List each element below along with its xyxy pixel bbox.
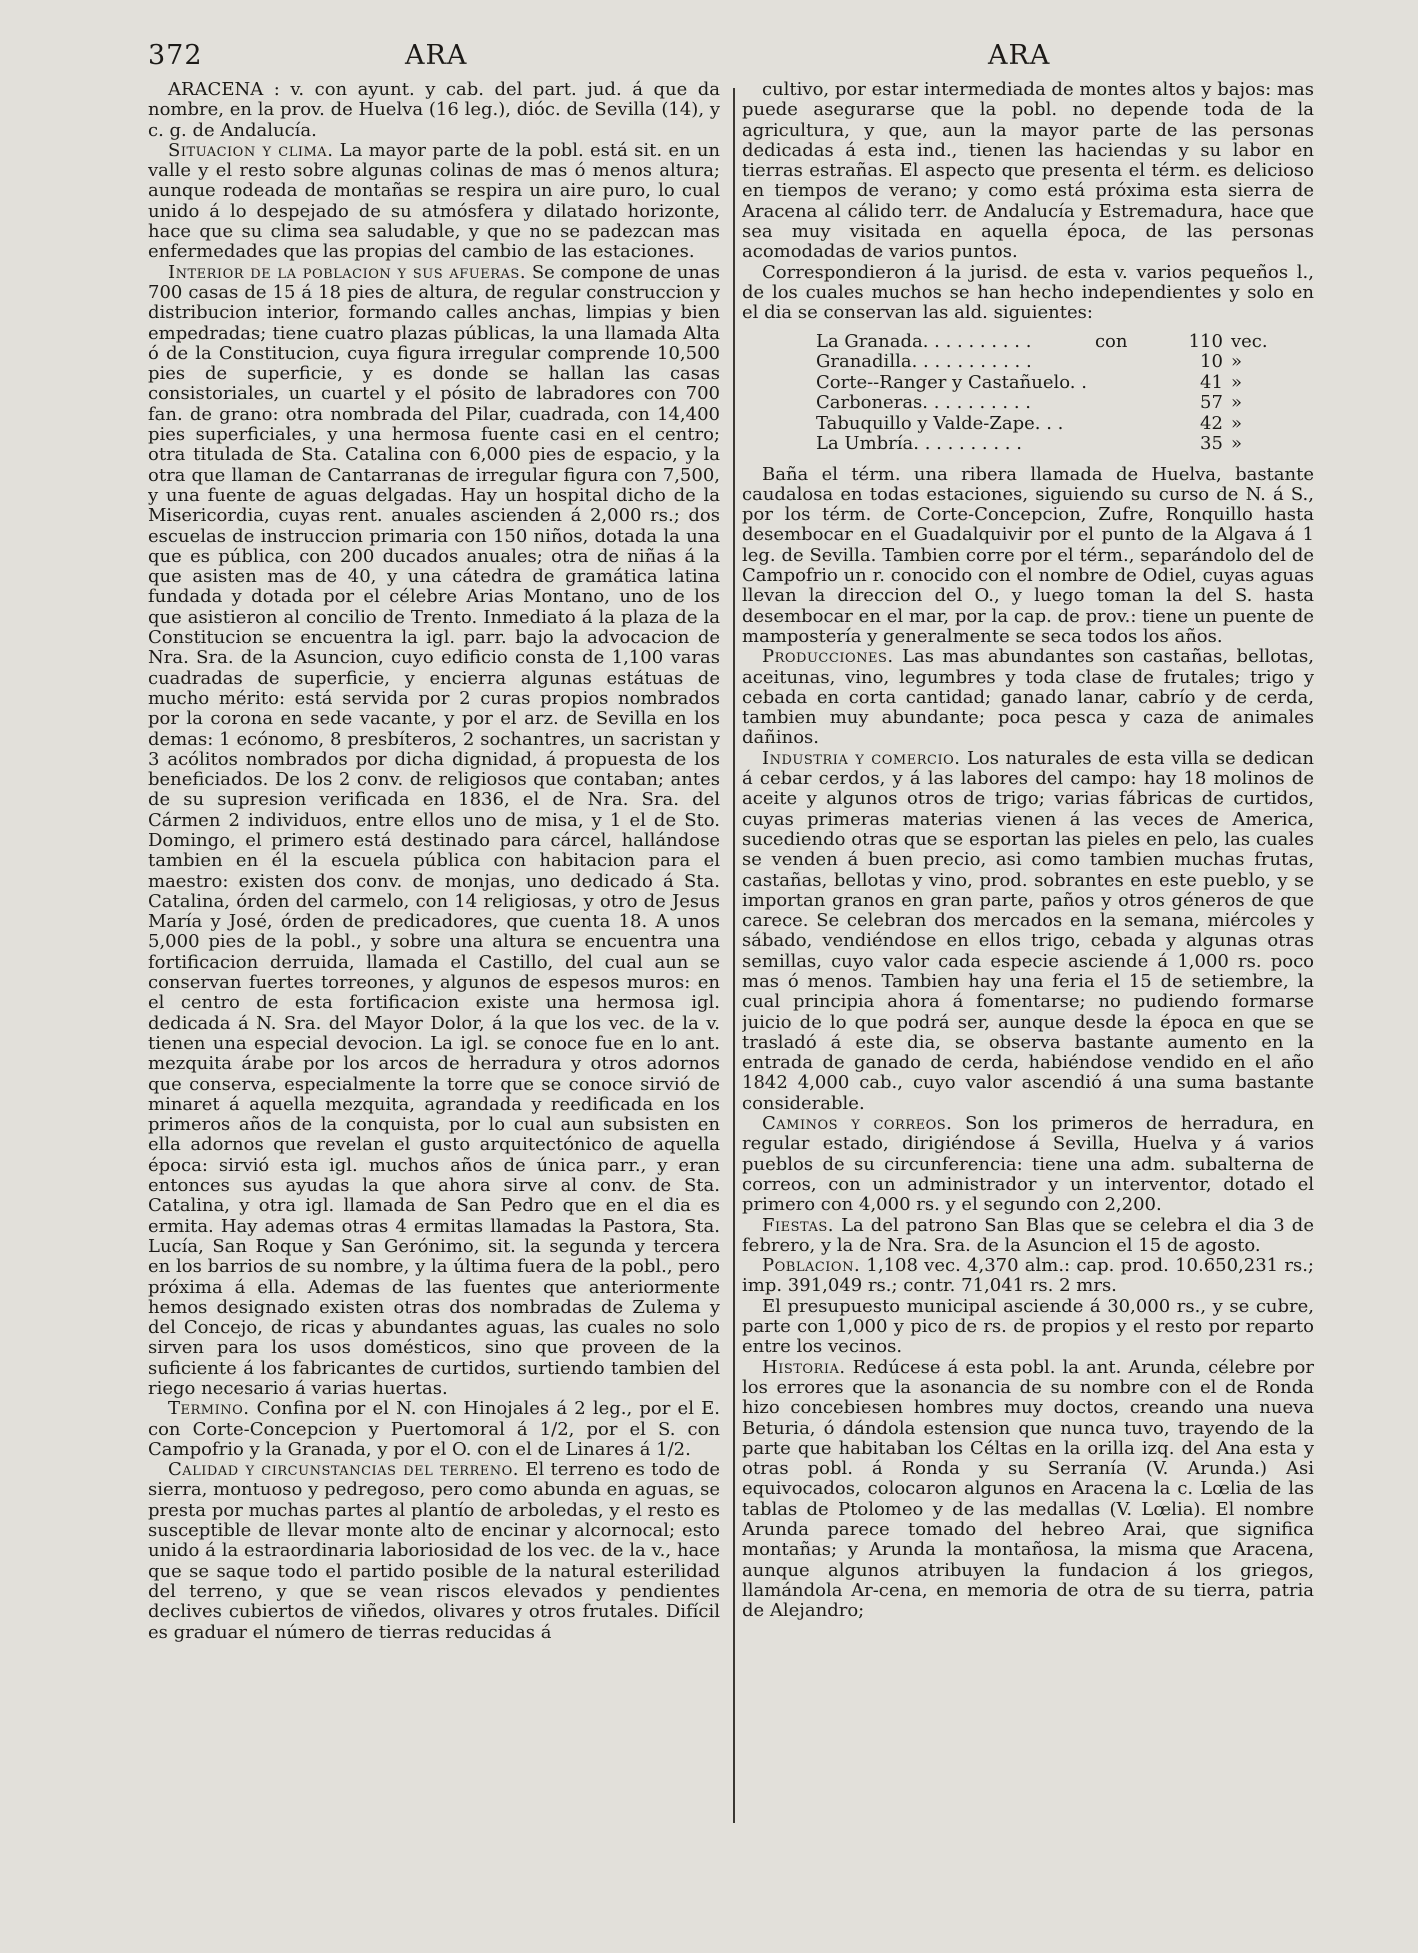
paragraph bbox=[148, 263, 720, 1400]
column-divider bbox=[733, 88, 735, 1823]
section-lead: Industria y comercio. bbox=[762, 747, 961, 769]
village-row bbox=[812, 434, 1275, 455]
village-unit: » bbox=[1230, 433, 1242, 455]
village-count: 42 bbox=[1200, 412, 1223, 434]
paragraph-text: Correspondieron á la jurisd. de esta v. varios pequeños l., de los cuales muchos se han hecho independientes y solo en el dia se conservan las ald. siguientes: bbox=[742, 261, 1314, 324]
section-lead: Situacion y clima. bbox=[168, 139, 334, 161]
village-unit: » bbox=[1230, 371, 1242, 393]
paragraph-text: Se compone de unas 700 casas de 15 á 18 pies de altura, de regular construccion y distribucion interior, formando calles anchas, limpias y bien empedradas; tiene cuatro plazas públicas, la una llamada Alta ó de la Constitucion, cuya figura irregular comprende 10,500 pies de superficie, y es donde se hallan las casas consistoriales, un cuartel y el pósito de labradores con 700 fan. de grano: otra nombrada del Pilar, cuadrada, con 14,400 pies superficiales, y una hermosa fuente casi en el centro; otra titulada de Sta. Catalina con 6,000 pies de espacio, y la otra que llaman de Cantarranas de irregular figura con 7,500, y una fuente de aguas delgadas. Hay un hospital dicho de la Misericordia, cuyas rent. anuales ascienden á 2,000 rs.; dos escuelas de instruccion primaria con 150 niños, dotada la una que es pública, con 200 ducados anuales; otra de niñas á la que asisten mas de 40, y una cátedra de gramática latina fundada y dotada por el célebre Arias Montano, uno de los que asistieron al concilio de Trento. Inmediato á la plaza de la Constitucion se encuentra la igl. parr. bajo la advocacion de Nra. Sra. de la Asuncion, cuyo edificio consta de 1,100 varas cuadradas de superficie, y encierra algunas estátuas de mucho mérito: está servida por 2 curas propios nombrados por la corona en sede vacante, y por el arz. de Sevilla en los demas: 1 ecónomo, 8 presbíteros, 2 sochantres, un sacristan y 3 acólitos nombrados por dicha dignidad, á propuesta de los beneficiados. De los 2 conv. de religiosos que contaban; antes de su supresion verificada en 1836, el de Nra. Sra. del Cármen 2 individuos, entre ellos uno de misa, y 1 el de Sto. Domingo, el primero está destinado para cárcel, hallándose tambien en él la escuela pública con habitacion para el maestro: existen dos conv. de monjas, uno dedicado á Sta. Catalina, órden del carmelo, con 14 religiosas, y otro de Jesus María y José, órden de predicadores, que cuenta 18. A unos 5,000 pies de la pobl., y sobre una altura se encuentra una fortificacion derruida, llamada el Castillo, del cual aun se conservan fuertes torreones, y algunos de espesos muros: en el centro de esta fortificacion existe una hermosa igl. dedicada á N. Sra. del Mayor Dolor, á la que los vec. de la v. tienen una especial devocion. La igl. se conoce fue en lo ant. mezquita árabe por los arcos de herradura y otros adornos que conserva, especialmente la torre que se conoce sirvió de minaret á aquella mezquita, agrandada y reedificada en los primeros años de la conquista, por lo cual aun subsisten en ella adornos que revelan el gusto arquitectónico de aquella época: sirvió esta igl. muchos años de única parr., y eran entonces sus ayudas la que ahora sirve al conv. de Sta. Catalina, y otra igl. llamada de San Pedro que en el dia es ermita. Hay ademas otras 4 ermitas llamadas la Pastora, Sta. Lucía, San Roque y San Gerónimo, sit. la segunda y tercera en los barrios de su nombre, y la última fuera de la pobl., pero próxima á ella. Ademas de las fuentes que anteriormente hemos designado existen otras dos nombradas de Zulema y del Concejo, de ricas y abundantes aguas, las cuales no solo sirven para los usos domésticos, sino que proveen de la suficiente á los fabricantes de curtidos, surtiendo tambien del riego necesario á varias huertas. bbox=[148, 261, 720, 1399]
village-row bbox=[812, 332, 1275, 353]
village-con bbox=[1091, 434, 1149, 455]
paragraph-text: Las mas abundantes son castañas, bellotas, aceitunas, vino, legumbres y toda clase de frutales; trigo y cebada en corta cantidad; ganado lanar, cabrío y de cerda, tambien muy abundante; poca pesca y caza de animales dañinos. bbox=[742, 646, 1314, 749]
paragraph bbox=[148, 1460, 720, 1643]
paragraph bbox=[742, 1216, 1314, 1257]
village-count: 57 bbox=[1200, 392, 1223, 414]
paragraph bbox=[742, 1358, 1314, 1622]
village-con bbox=[1091, 352, 1149, 373]
section-lead: Calidad y circunstancias del terreno. bbox=[168, 1459, 520, 1481]
paragraph bbox=[148, 1399, 720, 1460]
section-lead: Termino. bbox=[168, 1398, 250, 1420]
village-name: La Umbría. . . . . . . . . . bbox=[816, 434, 1022, 455]
paragraph bbox=[742, 465, 1314, 648]
paragraph bbox=[148, 141, 720, 263]
village-unit: » bbox=[1230, 351, 1242, 373]
paragraph-text: El terreno es todo de sierra, montuoso y pedregoso, pero como abunda en aguas, se presta por muchas partes al plantío de arboledas, y el resto es susceptible de llevar monte alto de encinar y alcornocal; esto unido á la estraordinaria laboriosidad de los vec. de la v., hace que se saque todo el partido posible de la natural esterilidad del terreno, y que se vean riscos elevados y pendientes declives cubiertos de viñedos, olivares y otros frutales. Difícil es graduar el número de tierras reducidas á bbox=[148, 1459, 720, 1643]
paragraph-text: cultivo, por estar intermediada de montes altos y bajos: mas puede asegurarse que la pobl. no depende toda de la agricultura, y que, aun la mayor parte de las personas dedicadas á esta ind., tienen las haciendas y su labor en tierras estrañas. El aspecto que presenta el térm. es delicioso en tiempos de verano; y como está próxima esta sierra de Aracena al cálido terr. de Andalucía y Estremadura, hace que sea muy visitada en aquella época, de las personas acomodadas de varios puntos. bbox=[742, 80, 1314, 263]
paragraph-text: La mayor parte de la pobl. está sit. en un valle y el resto sobre algunas colinas de mas ó menos altura; aunque rodeada de montañas se respira un aire puro, lo cual unido á lo despejado de su atmósfera y dilatado horizonte, hace que su clima sea saludable, y que no se padezcan mas enfermedades que las propias del cambio de las estaciones. bbox=[148, 139, 720, 263]
village-count: 41 bbox=[1200, 371, 1223, 393]
right-column bbox=[742, 80, 1314, 1840]
village-table bbox=[812, 332, 1275, 455]
running-head-right: ARA bbox=[988, 40, 1051, 71]
village-con bbox=[1091, 373, 1149, 394]
village-row bbox=[812, 393, 1275, 414]
paragraph-text: Son los primeros de herradura, en regular estado, dirigiéndose á Sevilla, Huelva y á varios pueblos de su circunferencia: tiene una adm. subalterna de correos, con un administrador y un interventor, dotado el primero con 4,000 rs. y el segundo con 2,200. bbox=[742, 1113, 1314, 1216]
paragraph-text: Baña el térm. una ribera llamada de Huelva, bastante caudalosa en todas estaciones, siguiendo su curso de N. á S., por los térm. de Corte-Concepcion, Zufre, Ronquillo hasta desembocar en el Guadalquivir por el punto de la Algava á 1 leg. de Sevilla. Tambien corre por el térm., separándolo del de Campofrio un r. conocido con el nombre de Odiel, cuyas aguas llevan la direccion del O., y luego toman la del S. hasta desembocar en el mar, por la cap. de prov.: tiene un puente de mampostería y generalmente se seca todos los años. bbox=[742, 463, 1314, 647]
village-unit: vec. bbox=[1230, 330, 1268, 352]
section-lead: Historia. bbox=[762, 1356, 846, 1378]
left-column bbox=[148, 80, 720, 1840]
village-count: 110 bbox=[1188, 330, 1223, 352]
paragraph bbox=[742, 749, 1314, 1114]
village-name: Corte--Ranger y Castañuelo. . bbox=[816, 372, 1087, 393]
village-count: 35 bbox=[1200, 433, 1223, 455]
village-con bbox=[1091, 393, 1149, 414]
paragraph-text: 1,108 vec. 4,370 alm.: cap. prod. 10.650,231 rs.; imp. 391,049 rs.; contr. 71,041 rs. 2 mrs. bbox=[742, 1255, 1314, 1297]
village-con bbox=[1091, 414, 1149, 435]
paragraph bbox=[742, 80, 1314, 263]
page-number: 372 bbox=[148, 40, 203, 71]
section-lead: Producciones. bbox=[762, 646, 894, 668]
paragraph bbox=[742, 1256, 1314, 1297]
paragraph-text: Los naturales de esta villa se dedican á cebar cerdos, y á las labores del campo: hay 18 molinos de aceite y algunos otros de trigo; varias fábricas de curtidos, cuyas primeras materias vienen á las veces de America, sucediendo otras que se esportan las pieles en pelo, las cuales se venden á buen precio, asi como tambien muchas frutas, castañas, bellotas y vino, prod. sobrantes en este pueblo, y se importan granos en gran parte, paños y otros géneros de que carece. Se celebran dos mercados en la semana, miércoles y sábado, vendiéndose en ellos trigo, cebada y algunas otras semillas, cuyo valor cada especie asciende á 1,000 rs. poco mas ó menos. Tambien hay una feria el 15 de setiembre, la cual principia ahora á fomentarse; no pudiendo formarse juicio de lo que podrá ser, aunque desde la época en que se trasladó á este dia, se observa bastante aumento en la entrada de ganado de cerda, habiéndose vendido en el año 1842 4,000 cab., cuyo valor ascendió á una suma bastante considerable. bbox=[742, 747, 1314, 1114]
village-row bbox=[812, 414, 1275, 435]
paragraph bbox=[742, 263, 1314, 324]
section-lead: ARACENA bbox=[168, 80, 264, 100]
paragraph-text: Confina por el N. con Hinojales á 2 leg., por el E. con Corte-Concepcion y Puertomoral á 1/2, por el S. con Campofrio y la Granada, y por el O. con el de Linares á 1/2. bbox=[148, 1398, 720, 1460]
village-name: Granadilla. . . . . . . . . . . bbox=[816, 352, 1032, 373]
paragraph bbox=[742, 647, 1314, 748]
village-name: Tabuquillo y Valde-Zape. . . bbox=[816, 413, 1064, 434]
paragraph-text: : v. con ayunt. y cab. del part. jud. á que da nombre, en la prov. de Huelva (16 leg.), dióc. de Sevilla (14), y c. g. de Andalucía. bbox=[148, 80, 720, 141]
section-lead: Fiestas. bbox=[762, 1214, 834, 1236]
paragraph-text: El presupuesto municipal asciende á 30,000 rs., y se cubre, parte con 1,000 y pico de rs. de propios y el resto por reparto entre los vecinos. bbox=[742, 1295, 1314, 1358]
section-lead: Interior de la poblacion y sus afueras. bbox=[168, 261, 527, 283]
village-row bbox=[812, 373, 1275, 394]
village-name: La Granada. . . . . . . . . . bbox=[816, 331, 1032, 352]
village-unit: » bbox=[1230, 392, 1242, 414]
village-name: Carboneras. . . . . . . . . . bbox=[816, 393, 1031, 414]
village-con: con bbox=[1094, 330, 1128, 352]
paragraph bbox=[742, 1114, 1314, 1215]
paragraph bbox=[148, 80, 720, 141]
paragraph bbox=[742, 1297, 1314, 1358]
village-count: 10 bbox=[1200, 351, 1223, 373]
village-unit: » bbox=[1230, 412, 1242, 434]
section-lead: Poblacion. bbox=[762, 1255, 861, 1277]
running-head-left: ARA bbox=[405, 40, 468, 71]
section-lead: Caminos y correos. bbox=[762, 1113, 953, 1135]
village-row bbox=[812, 352, 1275, 373]
paragraph-text: La del patrono San Blas que se celebra el dia 3 de febrero, y la de Nra. Sra. de la Asuncion el 15 de agosto. bbox=[742, 1214, 1314, 1256]
paragraph-text: Redúcese á esta pobl. la ant. Arunda, célebre por los errores que la asonancia de su nombre con el de Ronda hizo concebiesen hombres muy doctos, creando una nueva Beturia, ó dándola estension que nunca tuvo, trayendo de la parte que habitaban los Céltas en la orilla izq. del Ana esta y otras pobl. á Ronda y su Serranía (V. Arunda.) Asi equivocados, colocaron algunos en Aracena la c. Lœlia de las tablas de Ptolomeo y de las medallas (V. Lœlia). El nombre Arunda parece tomado del hebreo Arai, que significa montañas; y Arunda la montañosa, la misma que Aracena, aunque algunos atribuyen la fundacion á los griegos, llamándola Ar-cena, en memoria de otra de su tierra, patria de Alejandro; bbox=[742, 1356, 1314, 1622]
